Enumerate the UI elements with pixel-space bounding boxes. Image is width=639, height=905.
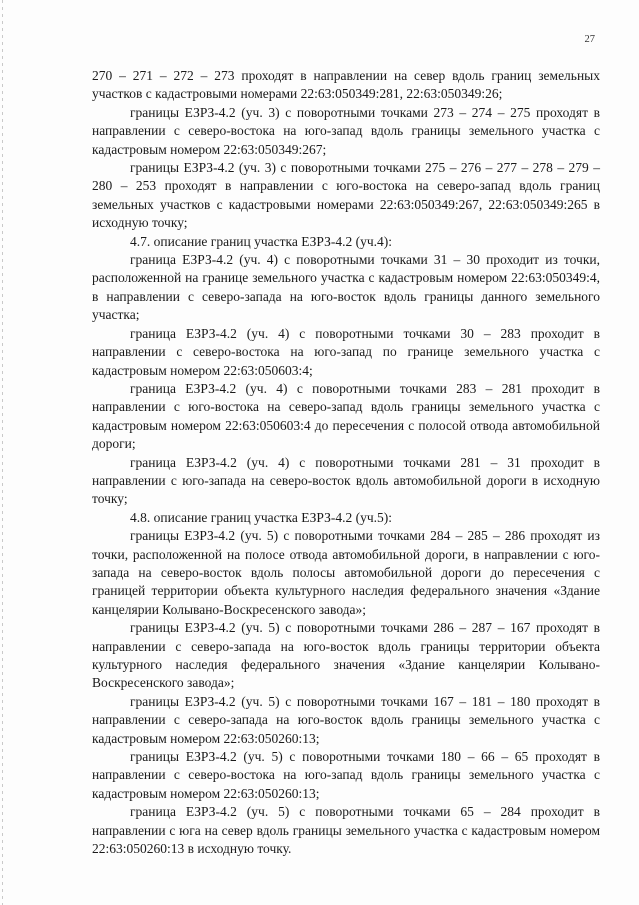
paragraph-boundary-65-284: граница ЕЗРЗ-4.2 (уч. 5) с поворотными точками 65 – 284 проходит в направлении с юга на север вдоль границы земельного участка с кадастровым номером 22:63:050260:13 в исходную точку. [92, 804, 600, 857]
paragraph-boundary-180-65: границы ЕЗРЗ-4.2 (уч. 5) с поворотными точками 180 – 66 – 65 проходят в направлении с северо-востока на юго-запад вдоль границы земельного участка с кадастровым номером 22:63:050260:13; [92, 749, 600, 801]
paragraph-continuation: 270 – 271 – 272 – 273 проходят в направлении на север вдоль границ земельных участков с кадастровыми номерами 22:63:050349:281, 22:63:050349:26; [92, 68, 600, 102]
paragraph-boundary-31-30: граница ЕЗРЗ-4.2 (уч. 4) с поворотными точками 31 – 30 проходит из точки, расположенной на границе земельного участка с кадастровым номером 22:63:050349:4, в направлении с северо-запада на юго-восток вдоль границы данного земельного участка; [92, 252, 600, 323]
section-heading-4-8: 4.8. описание границ участка ЕЗРЗ-4.2 (уч.5): [130, 509, 393, 525]
paragraph-boundary-283-281: граница ЕЗРЗ-4.2 (уч. 4) с поворотными точками 283 – 281 проходит в направлении с юго-востока на северо-запад вдоль границы земельного участка с кадастровым номером 22:63:050603:4 до пересечения с полосой отвода автомобильной дороги; [92, 380, 600, 452]
page-number: 27 [584, 34, 595, 45]
paragraph-boundary-273-275: границы ЕЗРЗ-4.2 (уч. 3) с поворотными точками 273 – 274 – 275 проходят в направлении с северо-востока на юго-запад вдоль границы земельного участка с кадастровым номером 22:63:050349:267; [92, 104, 600, 157]
scan-edge-mark [2, 0, 3, 905]
paragraph-boundary-284-286: границы ЕЗРЗ-4.2 (уч. 5) с поворотными точками 284 – 285 – 286 проходят из точки, расположенной на полосе отвода автомобильной дороги, в направлении с юго-запада на северо-восток вдоль полосы автомобильной дороги до пересечения с границей территории объекта культурного наследия федерального значения «Здание канцелярии Колывано-Воскресенского завода»; [92, 528, 600, 617]
paragraph-boundary-275-253: границы ЕЗРЗ-4.2 (уч. 3) с поворотными точками 275 – 276 – 277 – 278 – 279 – 280 – 253 проходят в направлении с юго-востока на северо-запад вдоль границ земельных участков с кадастровыми номерами 22:63:050349:267, 22:63:050349:265 в исходную точку; [92, 160, 600, 231]
document-body [92, 67, 600, 858]
section-heading-4-7: 4.7. описание границ участка ЕЗРЗ-4.2 (уч.4): [130, 233, 393, 249]
paragraph-boundary-167-180: границы ЕЗРЗ-4.2 (уч. 5) с поворотными точками 167 – 181 – 180 проходят в направлении с северо-запада на юго-восток вдоль границы земельного участка с кадастровым номером 22:63:050260:13; [92, 693, 600, 746]
paragraph-boundary-286-167: границы ЕЗРЗ-4.2 (уч. 5) с поворотными точками 286 – 287 – 167 проходят в направлении с северо-запада на юго-восток вдоль границы территории объекта культурного наследия федерального значения «Здание канцелярии Колывано-Воскресенского завода»; [92, 620, 600, 691]
paragraph-boundary-281-31: граница ЕЗРЗ-4.2 (уч. 4) с поворотными точками 281 – 31 проходит в направлении с юго-запада на северо-восток вдоль автомобильной дороги в исходную точку; [92, 454, 600, 507]
paragraph-boundary-30-283: граница ЕЗРЗ-4.2 (уч. 4) с поворотными точками 30 – 283 проходит в направлении с северо-востока на юго-запад по границе земельного участка с кадастровым номером 22:63:050603:4; [92, 325, 600, 378]
